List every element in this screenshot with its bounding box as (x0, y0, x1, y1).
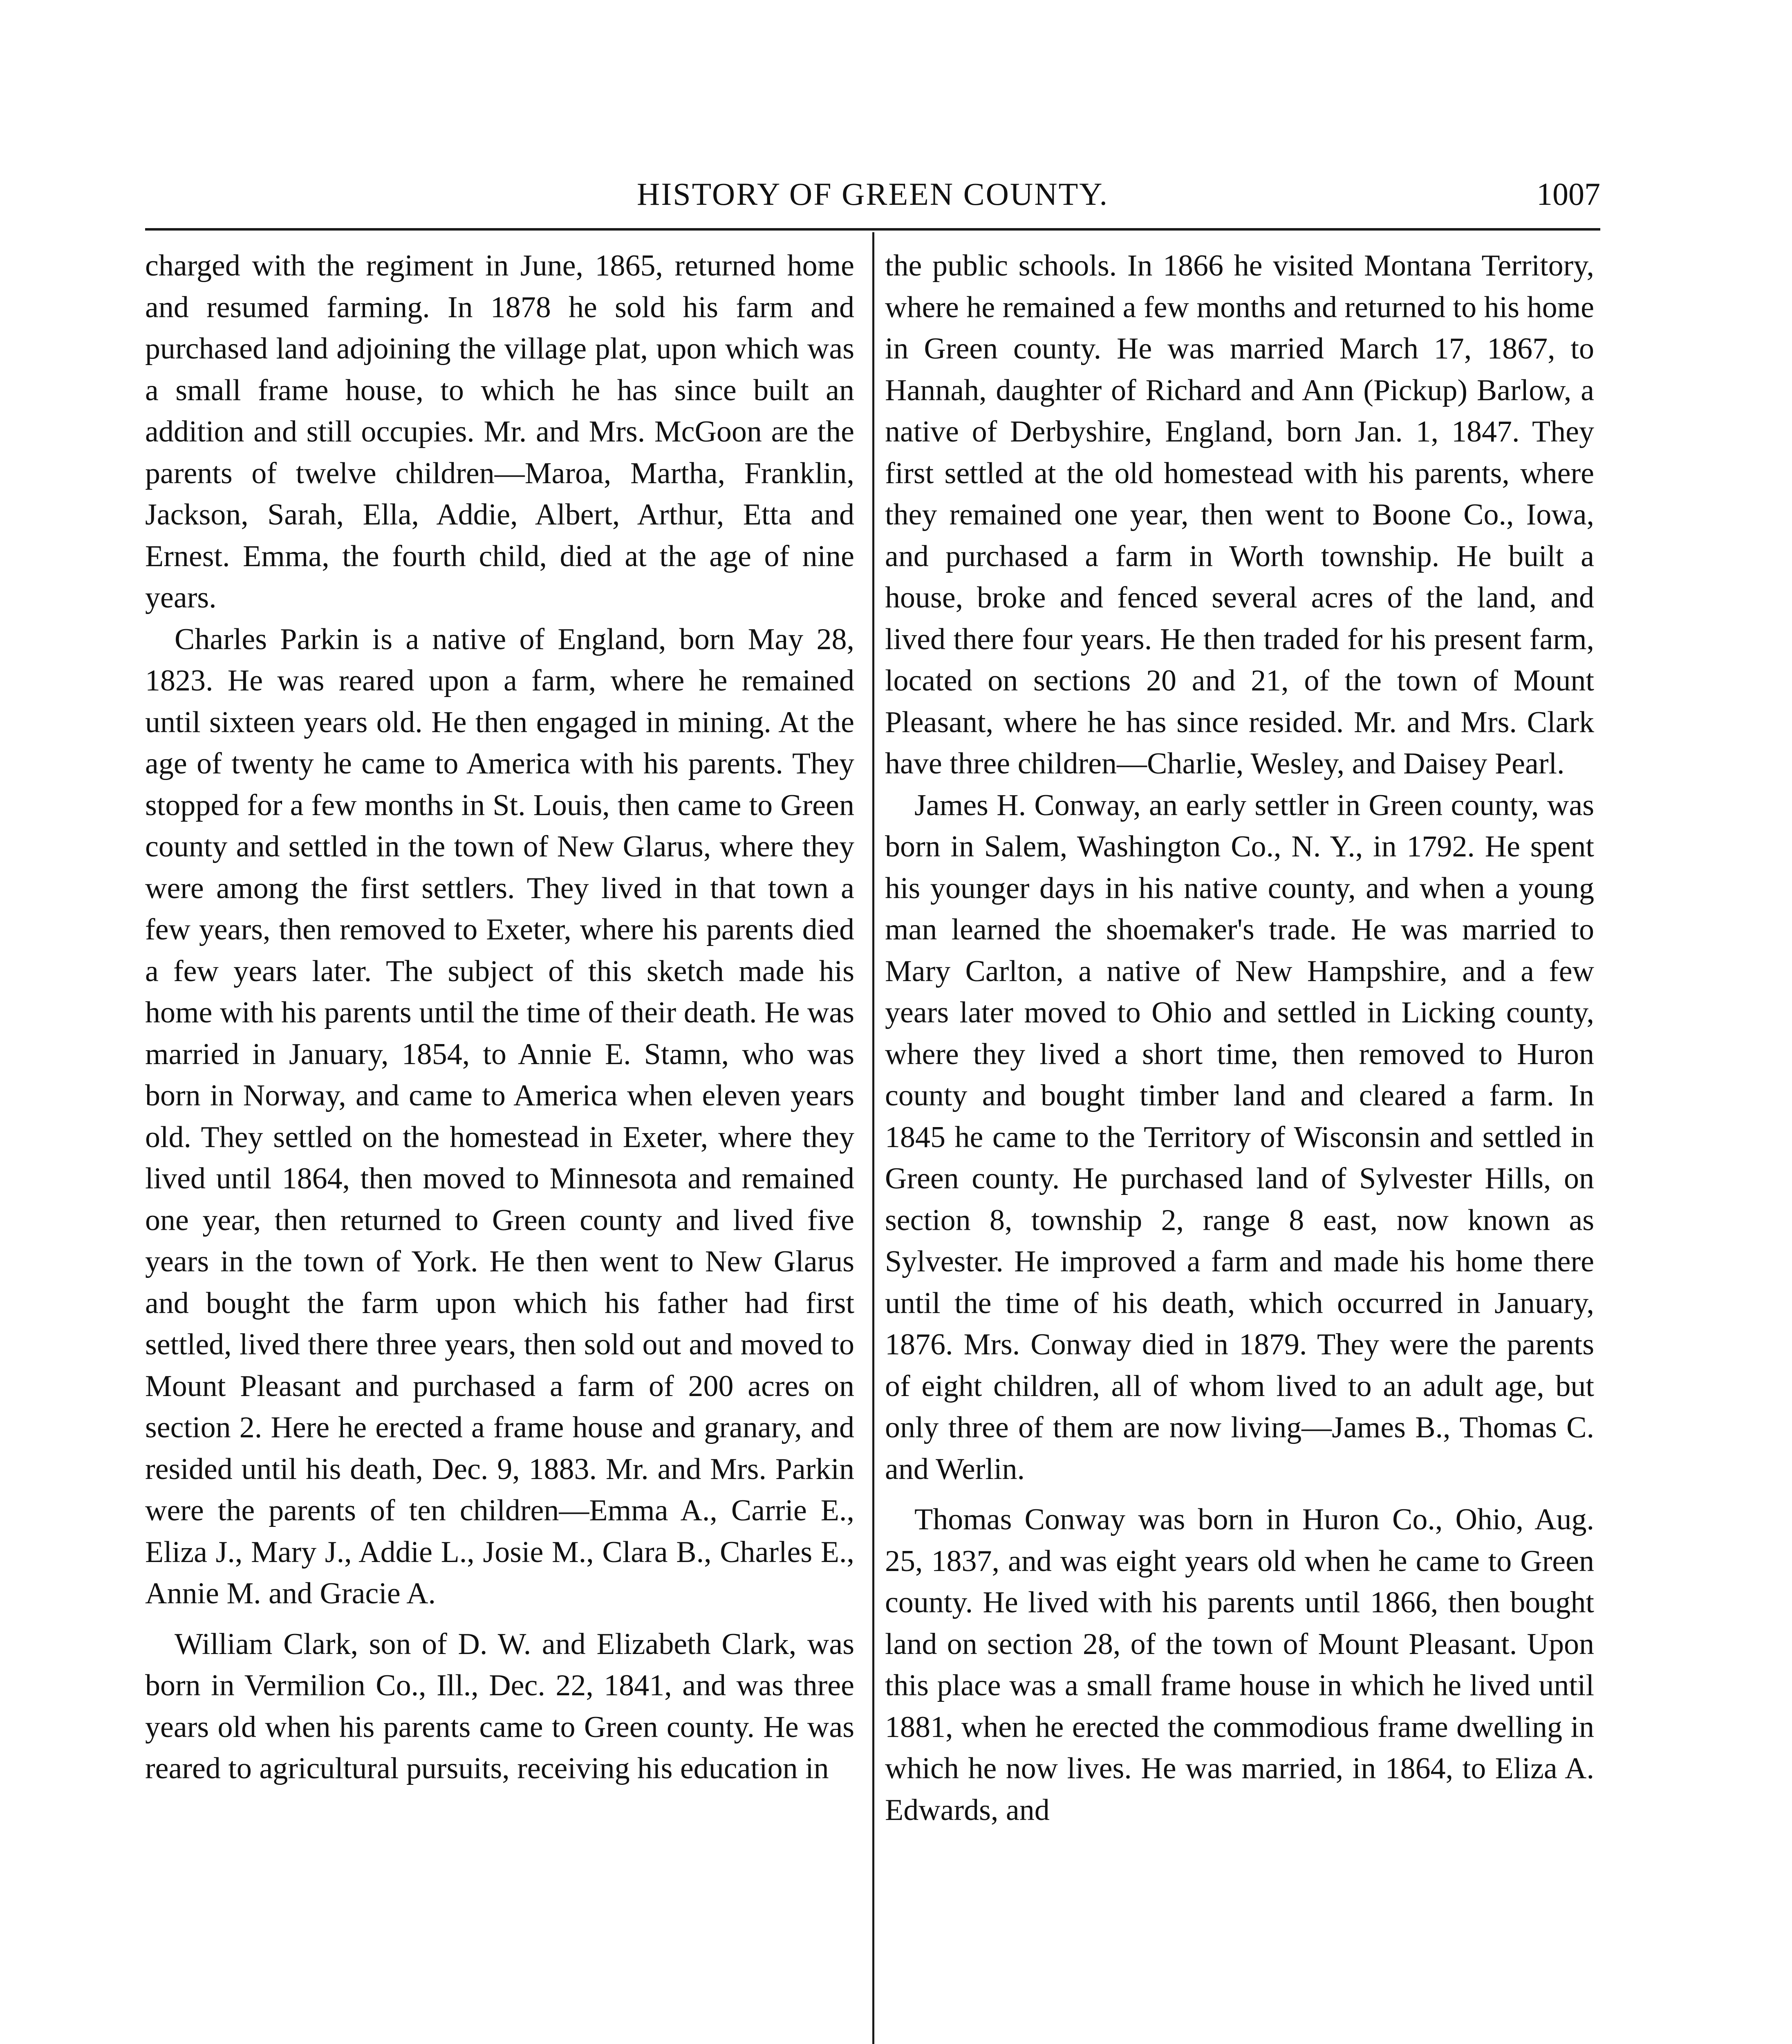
paragraph-charles-parkin: Charles Parkin is a native of England, born May 28, 1823. He was reared upon a farm, where he remained until sixteen years old. He then engaged in mining. At the age of twenty he came to America with his parents. They stopped for a few months in St. Louis, then came to Green county and settled in the town of New Glarus, where they were among the first settlers. They lived in that town a few years, then removed to Exeter, where his parents died a few years later. The subject of this sketch made his home with his parents until the time of their death. He was married in January, 1854, to Annie E. Stamn, who was born in Norway, and came to America when eleven years old. They settled on the homestead in Exeter, where they lived until 1864, then moved to Minnesota and remained one year, then returned to Green county and lived five years in the town of York. He then went to New Glarus and bought the farm upon which his father had first settled, lived there three years, then sold out and moved to Mount Pleasant and purchased a farm of 200 acres on section 2. Here he erected a frame house and granary, and resided until his death, Dec. 9, 1883. Mr. and Mrs. Parkin were the parents of ten children—Emma A., Carrie E., Eliza J., Mary J., Addie L., Josie M., Clara B., Charles E., Annie M. and Gracie A. (145, 622, 854, 1610)
header-rule (145, 228, 1600, 231)
running-title: HISTORY OF GREEN COUNTY. (636, 176, 1109, 212)
paragraph-thomas-conway: Thomas Conway was born in Huron Co., Ohio, Aug. 25, 1837, and was eight years old when he came to Green county. He lived with his parents until 1866, then bought land on section 28, of the town of Mount Pleasant. Upon this place was a small frame house in which he lived until 1881, when he erected the commodious frame dwelling in which he now lives. He was married, in 1864, to Eliza A. Edwards, and (885, 1503, 1594, 1827)
paragraph-william-clark: William Clark, son of D. W. and Elizabeth Clark, was born in Vermilion Co., Ill., Dec. 22, 1841, and was three years old when his parents came to Green county. He was reared to agricultural pursuits, receiving his education in (145, 1627, 854, 1785)
page-header (145, 172, 1600, 217)
left-column (145, 245, 854, 2044)
paragraph-mcgoon-continued: charged with the regiment in June, 1865, returned home and resumed farming. In 1878 he sold his farm and purchased land adjoining the village plat, upon which was a small frame house, to which he has since built an addition and still occupies. Mr. and Mrs. McGoon are the parents of twelve children—Maroa, Martha, Franklin, Jackson, Sarah, Ella, Addie, Albert, Arthur, Etta and Ernest. Emma, the fourth child, died at the age of nine years. (145, 249, 854, 614)
right-column (885, 245, 1594, 2044)
column-divider (872, 232, 874, 2044)
page-number: 1007 (1537, 176, 1600, 212)
paragraph-james-h-conway: James H. Conway, an early settler in Green county, was born in Salem, Washington Co., N. Y., in 1792. He spent his younger days in his native county, and when a young man learned the shoemaker's trade. He was married to Mary Carlton, a native of New Hampshire, and a few years later moved to Ohio and settled in Licking county, where they lived a short time, then removed to Huron county and bought timber land and cleared a farm. In 1845 he came to the Territory of Wisconsin and settled in Green county. He purchased land of Sylvester Hills, on section 8, township 2, range 8 east, now known as Sylvester. He improved a farm and made his home there until the time of his death, which occurred in January, 1876. Mrs. Conway died in 1879. They were the parents of eight children, all of whom lived to an adult age, but only three of them are now living—James B., Thomas C. and Werlin. (885, 788, 1594, 1486)
paragraph-william-clark-continued: the public schools. In 1866 he visited Montana Territory, where he remained a few months and returned to his home in Green county. He was married March 17, 1867, to Hannah, daughter of Richard and Ann (Pickup) Barlow, a native of Derbyshire, England, born Jan. 1, 1847. They first settled at the old homestead with his parents, where they remained one year, then went to Boone Co., Iowa, and purchased a farm in Worth township. He built a house, broke and fenced several acres of the land, and lived there four years. He then traded for his present farm, located on sections 20 and 21, of the town of Mount Pleasant, where he has since resided. Mr. and Mrs. Clark have three children—Charlie, Wesley, and Daisey Pearl. (885, 249, 1594, 780)
